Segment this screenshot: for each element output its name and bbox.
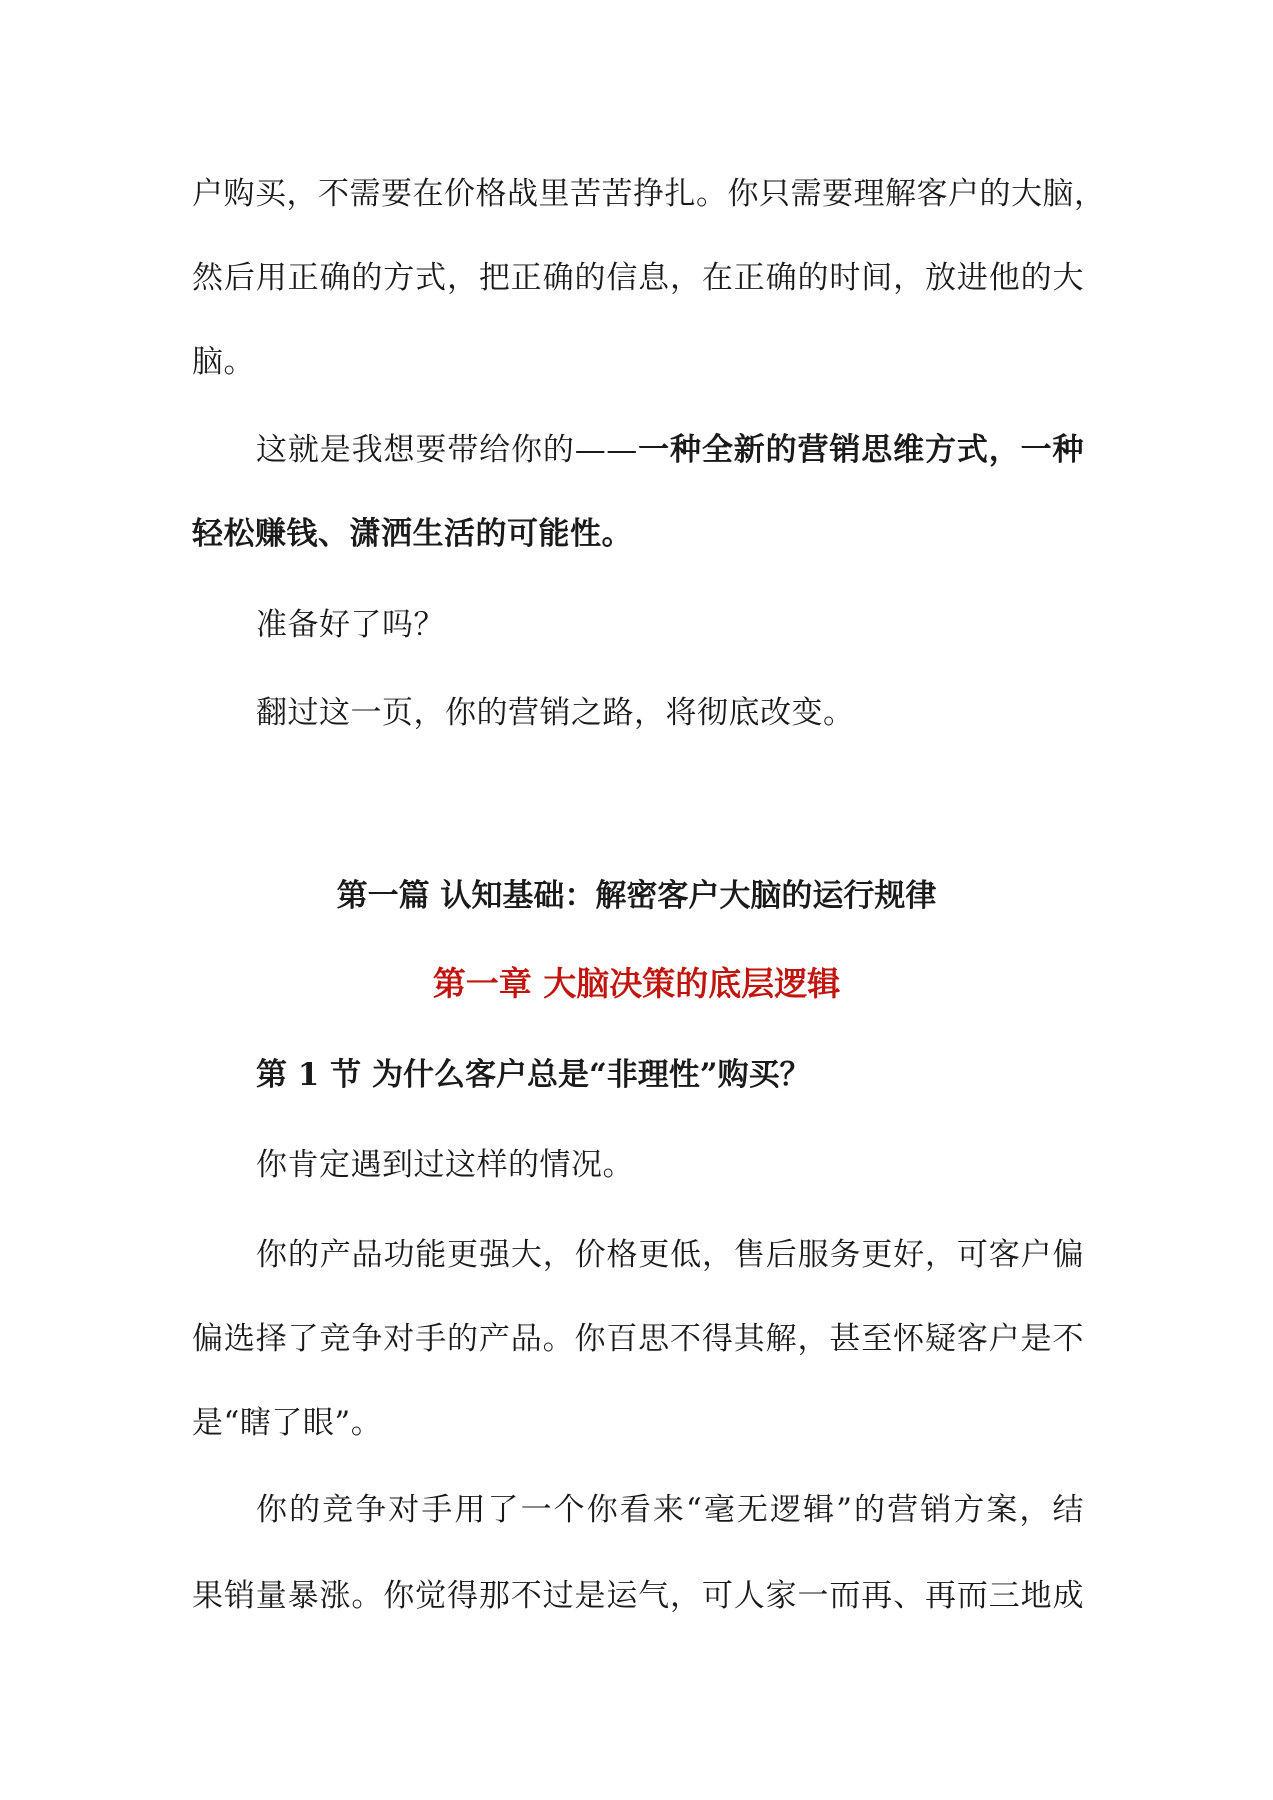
paragraph-competitor-line-2: 果销量暴涨。你觉得那不过是运气，可人家一而再、再而三地成 [192, 1578, 1084, 1614]
section-title: 第 1 节 为什么客户总是“非理性”购买？ [256, 1057, 811, 1093]
paragraph-intro-line-2: 然后用正确的方式，把正确的信息，在正确的时间，放进他的大 [192, 260, 1084, 296]
paragraph-promise-line-1 [256, 430, 1084, 470]
promise-bold-text: 一种全新的营销思维方式，一种 [637, 432, 1084, 468]
paragraph-promise-line-2: 轻松赚钱、潇洒生活的可能性。 [192, 516, 633, 552]
part-title: 第一篇 认知基础：解密客户大脑的运行规律 [336, 878, 937, 914]
paragraph-ready: 准备好了吗？ [256, 607, 445, 643]
promise-normal-text: 这就是我想要带给你的—— [256, 432, 638, 468]
paragraph-competitor-line-1: 你的竞争对手用了一个你看来“毫无逻辑”的营销方案，结 [256, 1492, 1084, 1528]
paragraph-product-line-2: 偏选择了竞争对手的产品。你百思不得其解，甚至怀疑客户是不 [192, 1321, 1084, 1357]
chapter-title: 第一章 大脑决策的底层逻辑 [432, 964, 841, 1003]
paragraph-turn-page: 翻过这一页，你的营销之路，将彻底改变。 [256, 695, 855, 731]
paragraph-situation: 你肯定遇到过这样的情况。 [256, 1147, 634, 1183]
paragraph-product-line-3: 是“瞎了眼”。 [192, 1405, 383, 1441]
paragraph-product-line-1: 你的产品功能更强大，价格更低，售后服务更好，可客户偏 [256, 1237, 1084, 1273]
paragraph-intro-line-1: 户购买，不需要在价格战里苦苦挣扎。你只需要理解客户的大脑， [192, 176, 1106, 212]
paragraph-intro-line-3: 脑。 [192, 344, 255, 380]
